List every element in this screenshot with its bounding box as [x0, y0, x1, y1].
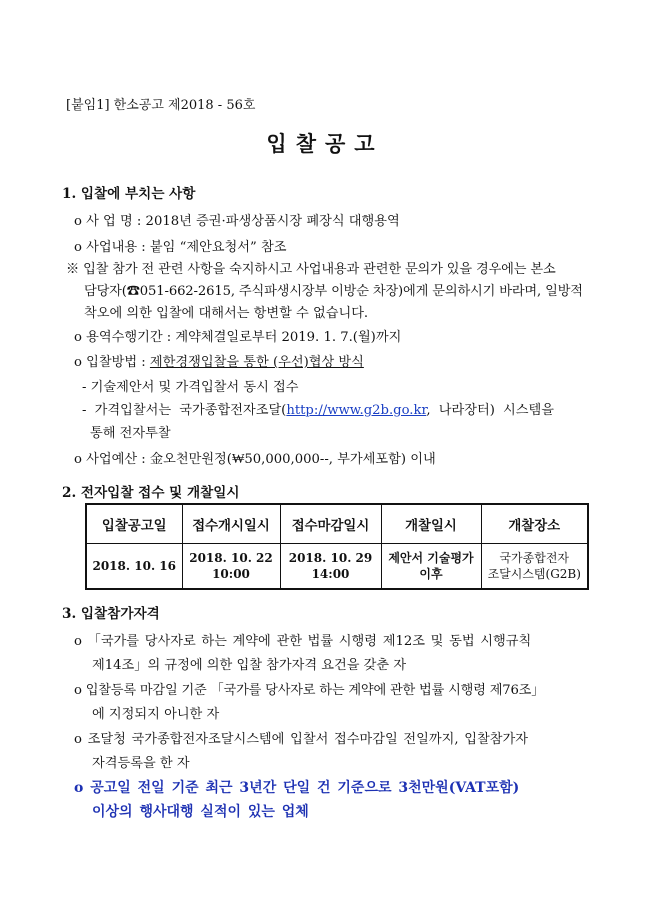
schedule-row — [86, 544, 588, 590]
notice-note-line2: 담당자(☎051-662-2615, 주식파생시장부 이방순 차장)에게 문의하시기 바라며, 일방적 — [84, 284, 583, 299]
schedule-table — [85, 503, 589, 590]
page-title: 입찰공고 — [266, 131, 384, 156]
g2b-link[interactable]: http://www.g2b.go.kr — [286, 403, 427, 418]
col-close-datetime: 접수마감일시 — [280, 504, 381, 544]
section2-heading: 2. 전자입찰 접수 및 개찰일시 — [62, 485, 240, 501]
price-bid-suffix: , 나라장터) 시스템을 — [426, 403, 554, 418]
col-open-datetime: 접수개시일시 — [182, 504, 280, 544]
qualification-3-line2: 자격등록을 한 자 — [92, 756, 190, 771]
qualification-1-line2: 제14조」의 규정에 의한 입찰 참가자격 요건을 갖춘 자 — [92, 658, 407, 673]
col-notice-date: 입찰공고일 — [86, 504, 182, 544]
notice-note-line1: ※ 입찰 참가 전 관련 사항을 숙지하시고 사업내용과 관련한 문의가 있을 경우에는 본소 — [66, 262, 556, 277]
qualification-2-line1: o 입찰등록 마감일 기준 「국가를 당사자로 하는 계약에 관한 법률 시행령 제76조」 — [74, 683, 545, 698]
notice-note-line3: 착오에 의한 입찰에 대해서는 항변할 수 없습니다. — [84, 306, 369, 321]
bid-opening-line2: 이후 — [419, 567, 443, 581]
cell-close-datetime — [280, 544, 381, 590]
bid-method-label: o 입찰방법 : — [74, 355, 150, 370]
close-time: 14:00 — [311, 567, 350, 581]
qualification-3-line1: o 조달청 국가종합전자조달시스템에 입찰서 접수마감일 전일까지, 입찰참가자 — [74, 732, 528, 747]
project-content: o 사업내용 : 붙임 “제안요청서” 참조 — [74, 240, 287, 255]
place-line1: 국가종합전자 — [499, 551, 570, 565]
schedule-header-row — [86, 504, 588, 544]
project-budget: o 사업예산 : 金오천만원정(₩50,000,000--, 부가세포함) 이내 — [74, 452, 436, 467]
open-time: 10:00 — [212, 567, 250, 581]
bid-method-value: 제한경쟁입찰을 통한 (우선)협상 방식 — [149, 355, 364, 370]
section1-heading: 1. 입찰에 부치는 사항 — [62, 186, 196, 202]
cell-open-datetime — [182, 544, 280, 590]
project-name: o 사 업 명 : 2018년 증권·파생상품시장 폐장식 대행용역 — [74, 214, 400, 229]
qualification-4-line1: o 공고일 전일 기준 최근 3년간 단일 건 기준으로 3천만원(VAT포함) — [74, 780, 520, 796]
place-line2: 조달시스템(G2B) — [487, 567, 581, 581]
price-bid-note-cont: 통해 전자투찰 — [90, 426, 171, 441]
bid-method — [74, 351, 364, 370]
col-bid-opening: 개찰일시 — [381, 504, 481, 544]
open-date: 2018. 10. 22 — [189, 551, 273, 565]
bid-submission-note: - 기술제안서 및 가격입찰서 동시 접수 — [82, 380, 299, 395]
cell-bid-opening — [381, 544, 481, 590]
service-period: o 용역수행기간 : 계약체결일로부터 2019. 1. 7.(월)까지 — [74, 330, 402, 345]
qualification-4-line2: 이상의 행사대행 실적이 있는 업체 — [92, 804, 309, 820]
qualification-1-line1: o 「국가를 당사자로 하는 계약에 관한 법률 시행령 제12조 및 동법 시행규칙 — [74, 634, 532, 649]
bid-opening-line1: 제안서 기술평가 — [388, 551, 474, 565]
section3-heading: 3. 입찰참가자격 — [62, 606, 160, 622]
notice-number: [붙임1] 한소공고 제2018 - 56호 — [66, 98, 256, 113]
price-bid-note — [82, 399, 554, 418]
col-opening-place: 개찰장소 — [481, 504, 588, 544]
qualification-2-line2: 에 지정되지 아니한 자 — [92, 707, 220, 722]
cell-opening-place — [481, 544, 588, 590]
price-bid-prefix: - 가격입찰서는 국가종합전자조달( — [82, 403, 287, 418]
cell-notice-date: 2018. 10. 16 — [86, 544, 182, 590]
close-date: 2018. 10. 29 — [288, 551, 373, 565]
